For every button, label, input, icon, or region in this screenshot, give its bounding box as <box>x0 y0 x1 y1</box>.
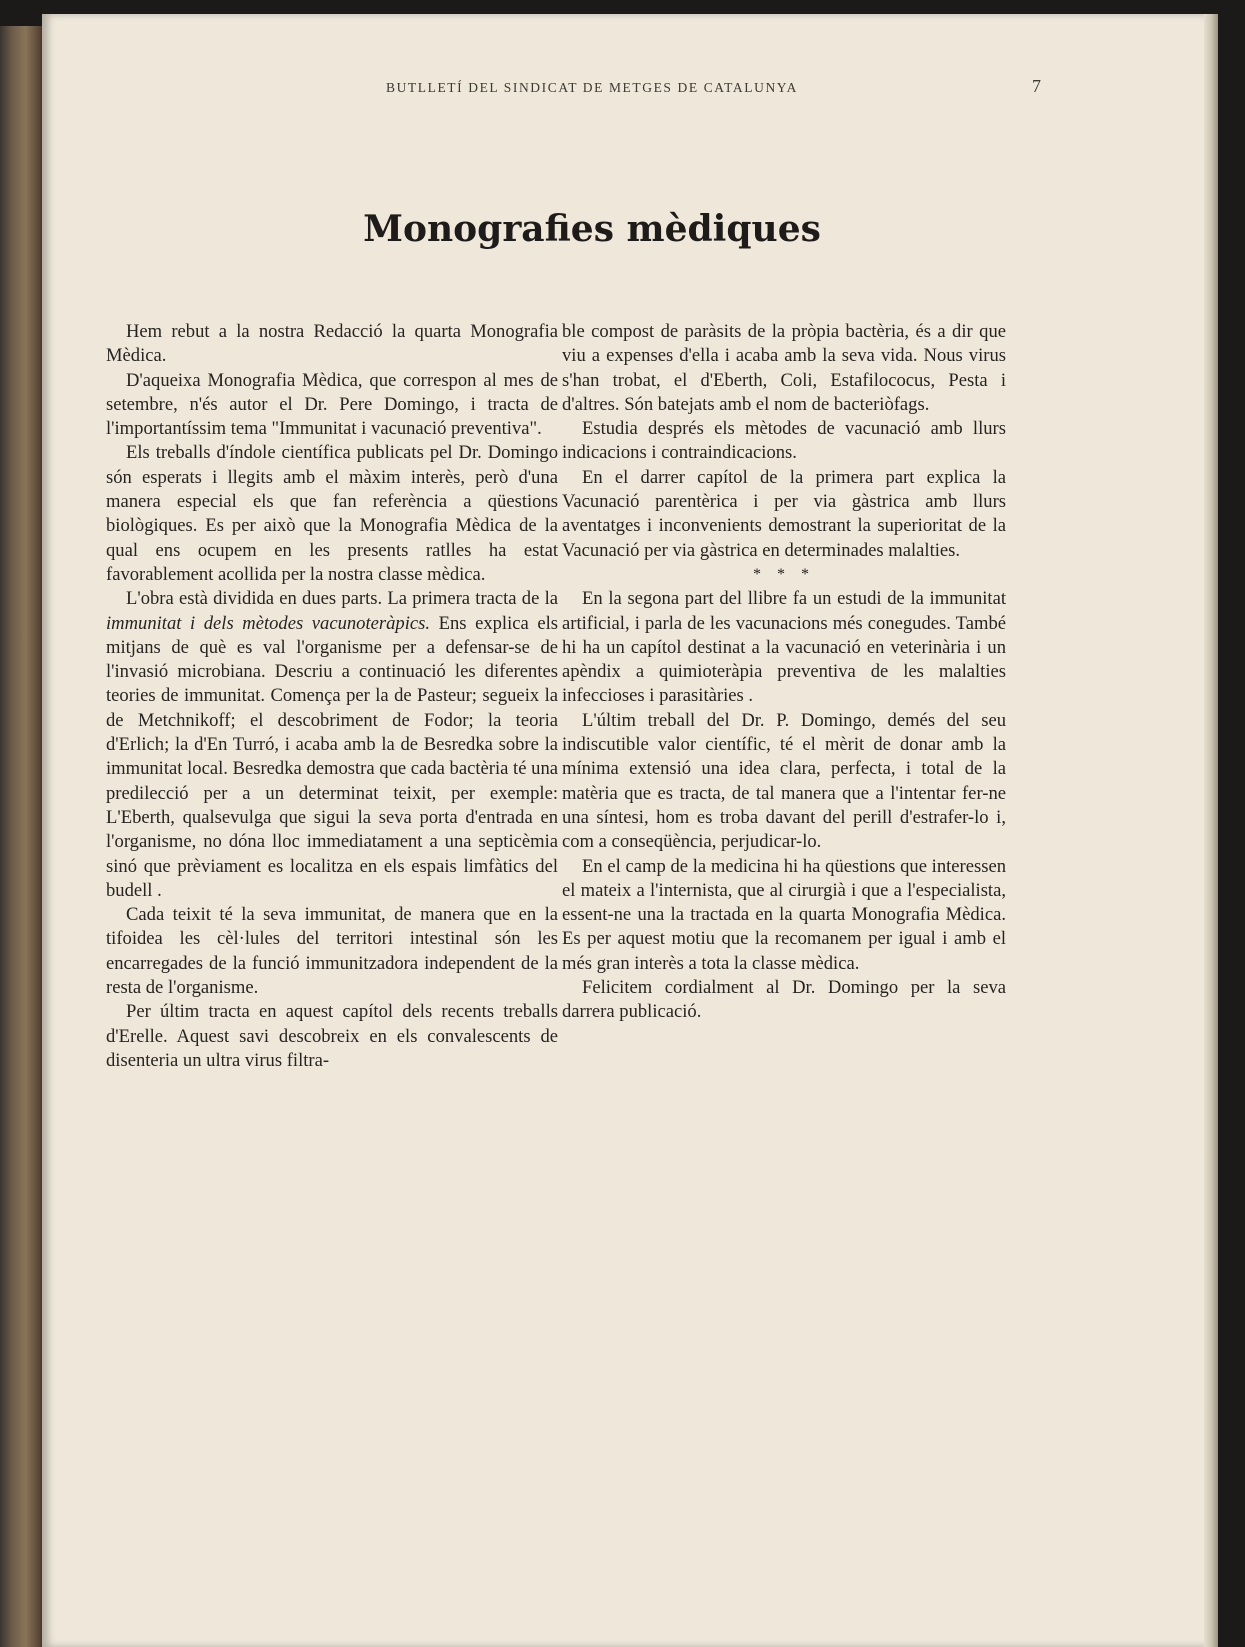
journal-page <box>42 14 1218 1647</box>
paragraph <box>106 587 558 903</box>
running-header: BUTLLETÍ DEL SINDICAT DE METGES DE CATALUNYA <box>385 80 799 95</box>
paragraph: Els treballs d'índole científica publicats pel Dr. Domingo són esperats i llegits amb el màxim interès, però d'una manera especial els que fan referència a qüestions biològiques. Es per això que la Monografia Mèdica de la qual ens ocupem en les presents ratlles ha estat favorablement acollida per la nostra classe mèdica. <box>106 442 558 585</box>
paragraph: En el darrer capítol de la primera part explica la Vacunació parentèrica i per via gàstrica amb llurs aventatges i inconvenients demostrant la superioritat de la Vacunació per via gàstrica en determinades malalties. <box>562 466 1006 561</box>
paragraph: Cada teixit té la seva immunitat, de manera que en la tifoidea les cèl·lules del territori intestinal són les encarregades de la funció immunitzadora independent de la resta de l'organisme. <box>106 904 558 999</box>
paragraph: En el camp de la medicina hi ha qüestions que interessen el mateix a l'internista, que al cirurgià i que a l'especialista, essent-ne una la tractada en la quarta Monografia Mèdica. Es per aquest motiu que la recomanem per igual i amb el més gran interès a tota la classe mèdica. <box>562 855 1006 974</box>
left-column <box>106 320 558 1073</box>
paragraph: ble compost de paràsits de la pròpia bactèria, és a dir que viu a expenses d'ella i acaba amb la seva vida. Nous virus s'han trobat, el d'Eberth, Coli, Estafilococus, Pesta i d'altres. Són batejats amb el nom de bacteriòfags. <box>562 321 1006 415</box>
paragraph: Felicitem cordialment al Dr. Domingo per la seva darrera publicació. <box>562 977 1006 1023</box>
paragraph: Hem rebut a la nostra Redacció la quarta Monografia Mèdica. <box>106 321 558 367</box>
section-separator: * * * <box>753 565 815 583</box>
book-spine <box>0 26 46 1647</box>
paragraph: L'últim treball del Dr. P. Domingo, demés del seu indiscutible valor científic, té el mèrit de donar amb la mínima extensió una idea clara, perfecta, i total de la matèria que es tracta, de tal manera que a l'intentar fer-ne una síntesi, hom es troba davant del perill d'estrafer-lo i, com a conseqüència, perjudicar-lo. <box>562 709 1006 853</box>
paragraph: En la segona part del llibre fa un estudi de la immunitat artificial, i parla de les vacunacions més conegudes. També hi ha un capítol destinat a la vacunació en veterinària i un apèndix a quimioteràpia preventiva de les malalties infeccioses i parasitàries . <box>562 588 1006 707</box>
paragraph: D'aqueixa Monografia Mèdica, que correspon al mes de setembre, n'és autor el Dr. Pere Domingo, i tracta de l'importantíssim tema "Immunitat i vacunació preventiva". <box>106 369 558 440</box>
paragraph: Estudia després els mètodes de vacunació amb llurs indicacions i contraindicacions. <box>562 418 1006 464</box>
paragraph-text: L'obra està dividida en dues parts. La primera tracta de la <box>126 588 558 610</box>
italic-phrase: immunitat i dels mètodes vacunoteràpics. <box>106 612 431 634</box>
paragraph: Per últim tracta en aquest capítol dels recents treballs d'Erelle. Aquest savi descobreix en els convalescents de disenteria un ultra virus filtra- <box>106 1001 558 1071</box>
page-edge <box>1204 14 1218 1647</box>
article-title: Monografies mèdiques <box>363 208 821 250</box>
page-number: 7 <box>1032 76 1041 96</box>
paragraph-text: Ens explica els mitjans de què es val l'organisme per a defensar-se de l'invasió microbiana. Descriu a continuació les diferentes teories de immunitat. Comença per la de Pasteur; segueix la de Metchnikoff; el descobriment de Fodor; la teoria d'Erlich; la d'En Turró, i acaba amb la de Besredka sobre la immunitat local. Besredka demostra que cada bactèria té una predilecció per a un determinat teixit, per exemple: L'Eberth, qualsevulga que sigui la seva porta d'entrada en l'organisme, no dóna lloc immediatament a una septicèmia sinó que prèviament es localitza en els espais limfàtics del budell . <box>106 612 558 901</box>
right-column <box>562 320 1006 1025</box>
